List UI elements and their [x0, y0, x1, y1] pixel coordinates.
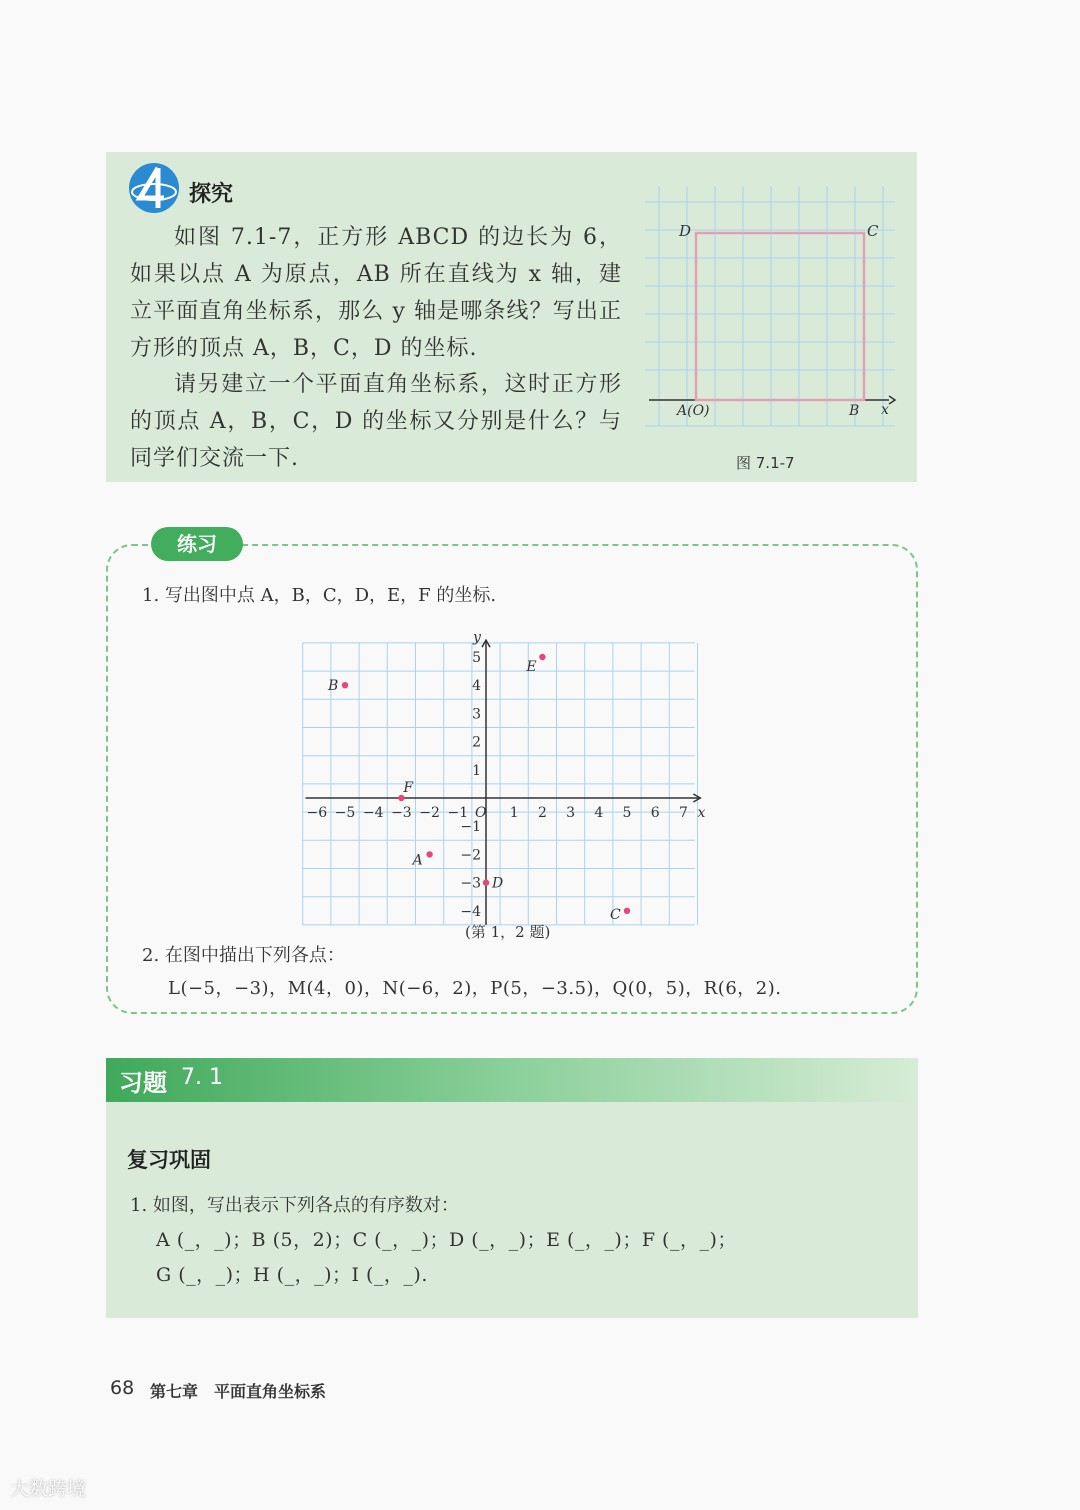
- chart-axes: [306, 629, 706, 924]
- x-tick-label: −4: [362, 805, 384, 821]
- x-tick-label: 7: [678, 805, 688, 821]
- practice-question-2-points: L(−5，−3)，M(4，0)，N(−6，2)，P(5，−3.5)，Q(0，5)，R(6，2).: [168, 978, 782, 999]
- y-tick-label: 5: [472, 650, 481, 666]
- x-tick-label: 3: [566, 805, 576, 821]
- chart-caption: (第 1，2 题): [465, 923, 551, 941]
- x-tick-label: 6: [650, 805, 660, 821]
- point-label-c: C: [610, 906, 621, 923]
- label-c: C: [867, 222, 879, 240]
- x-tick-label: 5: [622, 805, 632, 821]
- y-tick-label: −4: [460, 903, 481, 920]
- chapter-title: 第七章 平面直角坐标系: [150, 1382, 327, 1401]
- x-tick-label: −6: [306, 805, 328, 821]
- exercise-header: [106, 1058, 918, 1102]
- x-tick-label: −1: [447, 805, 469, 821]
- y-tick-label: −2: [460, 847, 481, 864]
- point-label-e: E: [526, 659, 537, 675]
- square-figure: [645, 186, 901, 432]
- x-tick-label: 4: [594, 805, 604, 821]
- y-tick-label: 1: [472, 762, 481, 779]
- exercise-question-1-line-1: A (_，_)；B (5，2)；C (_，_)；D (_，_)；E (_，_)；F (_，_)；: [156, 1229, 737, 1251]
- origin-label: O: [475, 805, 487, 821]
- label-a-origin: A(O): [677, 403, 710, 419]
- x-axis-label: x: [697, 805, 706, 821]
- x-tick-label: −2: [419, 805, 440, 821]
- point-label-b: B: [328, 678, 339, 695]
- y-axis-label: y: [473, 629, 481, 646]
- y-tick-label: 4: [472, 678, 481, 695]
- exercise-header-label: 习题: [119, 1069, 167, 1097]
- figure-caption: 图 7.1-7: [736, 454, 795, 472]
- exercise-question-1-line-2: G (_，_)；H (_，_)；I (_，_).: [156, 1264, 428, 1286]
- explore-paragraph-1: 如图 7.1-7，正方形 ABCD 的边长为 6，如果以点 A 为原点，AB 所在直线为 x 轴，建立平面直角坐标系，那么 y 轴是哪条线？写出正方形的顶点 A，B，C，D 的坐标.: [130, 225, 622, 361]
- explore-icon: [128, 162, 180, 214]
- explore-paragraph-2: 请另建立一个平面直角坐标系，这时正方形的顶点 A，B，C，D 的坐标又分别是什么？与同学们交流一下.: [130, 372, 622, 471]
- point-label-f: F: [403, 780, 414, 796]
- point-e: [539, 654, 545, 660]
- y-tick-label: −1: [460, 819, 481, 836]
- practice-tag: 练习: [151, 527, 243, 561]
- point-c: [624, 908, 630, 914]
- label-x-axis: x: [881, 402, 889, 418]
- point-a: [426, 851, 432, 857]
- point-b: [342, 682, 348, 688]
- label-d: D: [679, 222, 692, 240]
- point-label-a: A: [412, 852, 423, 869]
- page-number: 68: [110, 1377, 135, 1399]
- exercise-question-1: 1. 如图，写出表示下列各点的有序数对：: [130, 1195, 459, 1216]
- explore-title: 探究: [189, 182, 234, 207]
- y-tick-label: 3: [472, 706, 481, 723]
- practice-question-2: 2. 在图中描出下列各点：: [142, 945, 345, 966]
- x-tick-label: 1: [509, 805, 519, 821]
- y-tick-label: 2: [472, 734, 481, 751]
- y-tick-label: −3: [460, 875, 481, 892]
- point-label-d: D: [492, 875, 504, 892]
- review-title: 复习巩固: [127, 1148, 211, 1172]
- practice-question-1: 1. 写出图中点 A，B，C，D，E，F 的坐标.: [142, 585, 497, 606]
- coordinate-grid-chart: [306, 618, 716, 923]
- x-tick-label: 2: [537, 805, 547, 821]
- watermark: 大数跨境: [10, 1478, 87, 1500]
- x-tick-label: −3: [391, 805, 412, 821]
- exercise-header-number: 7. 1: [181, 1065, 223, 1090]
- label-b: B: [849, 403, 860, 419]
- x-tick-label: −5: [334, 805, 356, 821]
- point-d: [483, 879, 489, 885]
